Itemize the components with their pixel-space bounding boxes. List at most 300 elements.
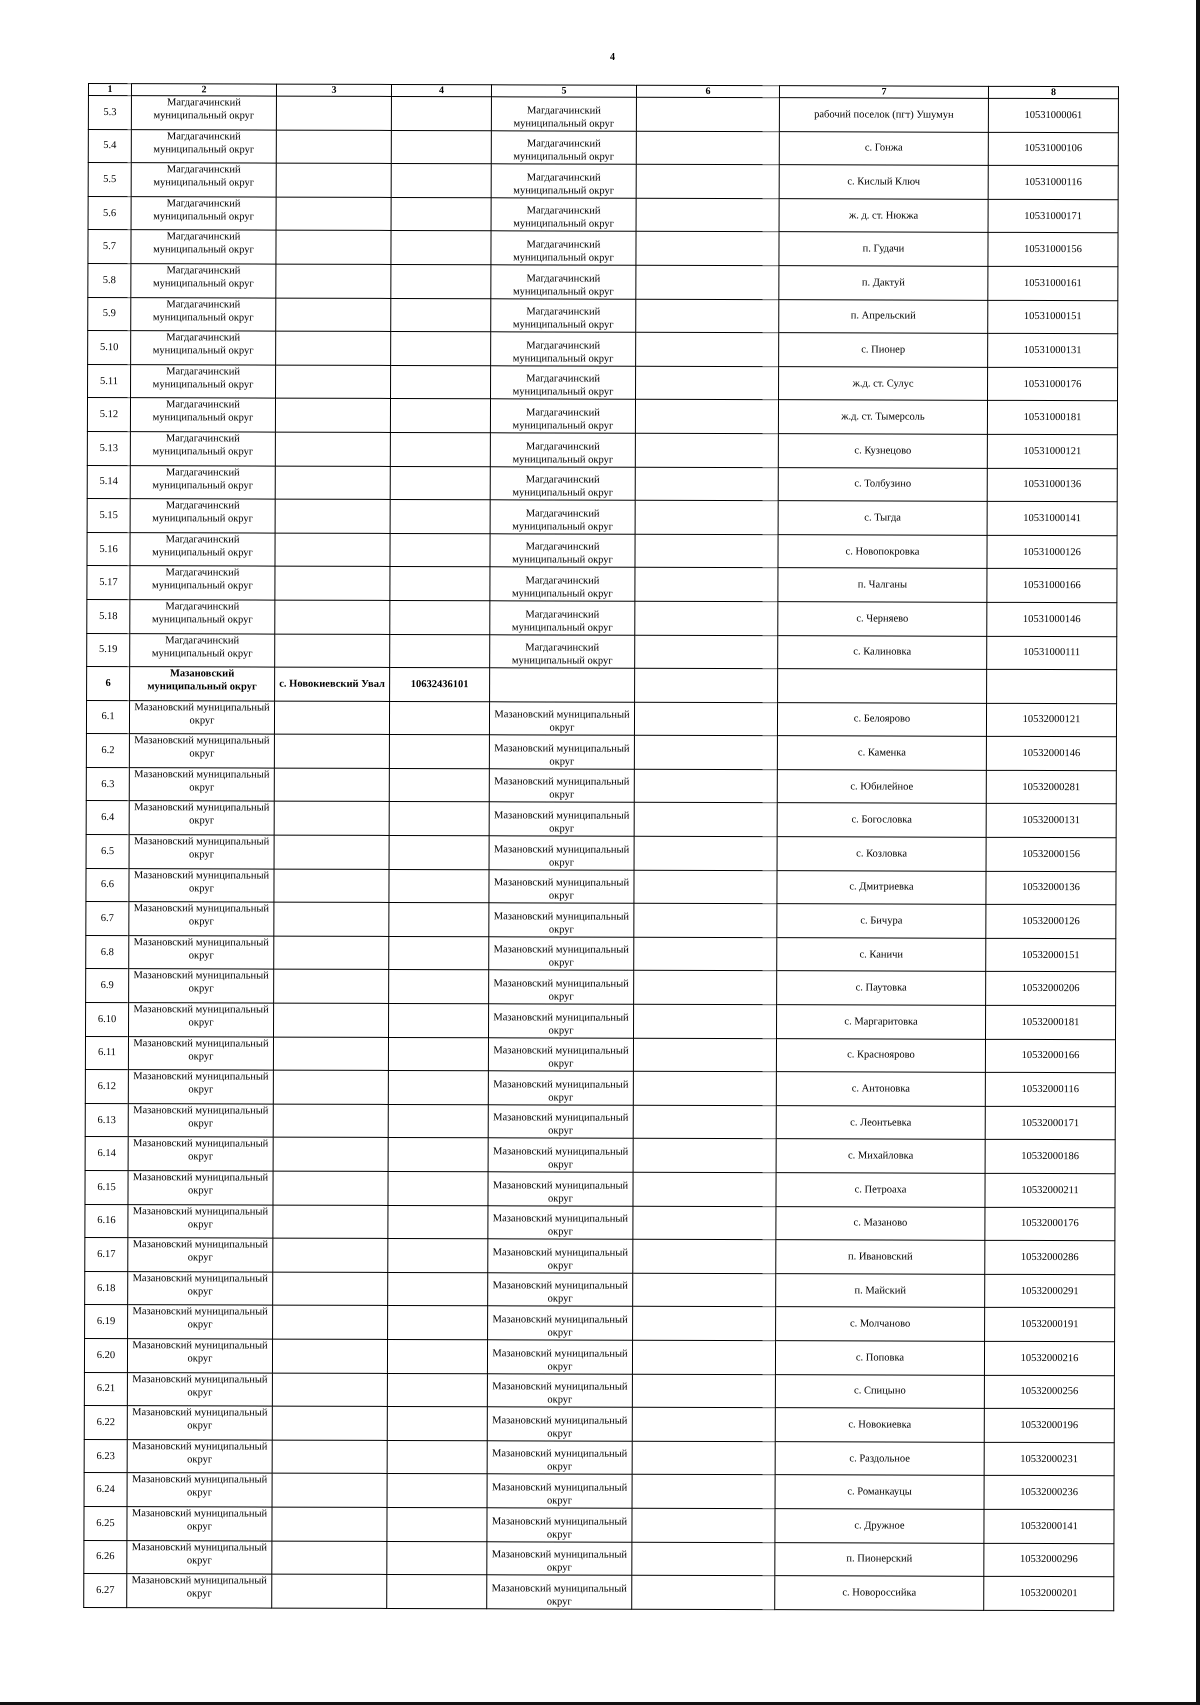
settlement-district: Магдагачинский муниципальный округ xyxy=(490,601,635,635)
municipal-district: Мазановский муниципальный округ xyxy=(128,1171,273,1205)
table-row xyxy=(85,1170,1115,1207)
header-col-8: 8 xyxy=(988,86,1118,98)
admin-center xyxy=(274,869,389,903)
table-row xyxy=(85,1271,1115,1308)
admin-center-code: 10632436101 xyxy=(390,668,490,702)
header-col-2: 2 xyxy=(131,84,276,96)
settlement-district: Мазановский муниципальный округ xyxy=(489,869,634,903)
settlement-code: 10531000181 xyxy=(987,401,1117,435)
settlement-name: с. Поповка xyxy=(775,1341,984,1375)
municipal-district: Мазановский муниципальный округ xyxy=(129,768,274,802)
settlements-table xyxy=(83,83,1119,1611)
col-6-cell xyxy=(634,937,777,971)
scan-edge-right xyxy=(1196,0,1200,1705)
row-number: 6.9 xyxy=(86,969,129,1003)
row-number: 6.24 xyxy=(84,1473,127,1507)
settlement-name: п. Чалганы xyxy=(778,568,987,602)
row-number: 6.23 xyxy=(84,1439,127,1473)
settlement-code xyxy=(987,669,1117,703)
admin-center xyxy=(273,1070,388,1104)
col-6-cell xyxy=(633,1172,776,1206)
col-6-cell xyxy=(634,1004,777,1038)
col-6-cell xyxy=(632,1475,775,1509)
settlement-name: с. Кислый Ключ xyxy=(779,165,988,199)
municipal-district: Мазановский муниципальный округ xyxy=(127,1339,272,1373)
settlement-district: Мазановский муниципальный округ xyxy=(487,1541,632,1575)
settlement-code: 10531000131 xyxy=(988,333,1118,367)
row-number: 6.11 xyxy=(85,1036,128,1070)
table-row xyxy=(85,1103,1115,1140)
col-6-cell xyxy=(632,1575,775,1609)
row-number: 6.17 xyxy=(85,1238,128,1272)
settlement-code: 10532000296 xyxy=(984,1543,1114,1577)
settlement-code: 10531000141 xyxy=(987,501,1117,535)
settlement-district: Мазановский муниципальный округ xyxy=(488,1306,633,1340)
settlement-code: 10532000151 xyxy=(986,938,1116,972)
admin-center xyxy=(274,701,389,735)
row-number: 5.10 xyxy=(88,331,131,365)
row-number: 5.4 xyxy=(88,129,131,163)
settlement-name: с. Маргаритовка xyxy=(777,1005,986,1039)
settlement-code: 10532000181 xyxy=(986,1005,1116,1039)
header-col-1: 1 xyxy=(88,84,131,96)
admin-center: с. Новокиевский Увал xyxy=(275,667,390,701)
row-number: 6.12 xyxy=(85,1070,128,1104)
admin-center xyxy=(273,1238,388,1272)
admin-center-code xyxy=(387,1474,487,1508)
admin-center xyxy=(276,96,391,130)
settlement-name: с. Красноярово xyxy=(776,1038,985,1072)
admin-center-code xyxy=(387,1440,487,1474)
table-row xyxy=(88,364,1118,401)
municipal-district: Мазановский муниципальный округ xyxy=(127,1372,272,1406)
admin-center xyxy=(272,1541,387,1575)
municipal-district: Мазановский муниципальный округ xyxy=(129,902,274,936)
admin-center xyxy=(273,1171,388,1205)
settlement-district: Мазановский муниципальный округ xyxy=(488,1205,633,1239)
admin-center-code xyxy=(387,1373,487,1407)
settlement-name: с. Козловка xyxy=(777,837,986,871)
table-row xyxy=(87,532,1117,569)
settlement-district: Магдагачинский муниципальный округ xyxy=(491,164,636,198)
admin-center-code xyxy=(389,869,489,903)
settlement-name: ж.д. ст. Тымерсоль xyxy=(778,400,987,434)
admin-center xyxy=(275,432,390,466)
settlement-name: с. Раздольное xyxy=(775,1441,984,1475)
settlement-name: с. Молчаново xyxy=(776,1307,985,1341)
admin-center-code xyxy=(390,399,490,433)
row-number: 5.18 xyxy=(87,599,130,633)
table-row xyxy=(86,835,1116,872)
settlement-code: 10532000141 xyxy=(984,1509,1114,1543)
col-6-cell xyxy=(634,702,777,736)
row-number: 6.22 xyxy=(84,1406,127,1440)
row-number: 6.27 xyxy=(84,1574,127,1608)
col-6-cell xyxy=(634,971,777,1005)
municipal-district: Магдагачинский муниципальный округ xyxy=(130,532,275,566)
settlement-code: 10532000216 xyxy=(984,1341,1114,1375)
municipal-district: Магдагачинский муниципальный округ xyxy=(130,600,275,634)
municipal-district: Мазановский муниципальный округ xyxy=(127,1473,272,1507)
row-number: 5.6 xyxy=(88,196,131,230)
municipal-district: Магдагачинский муниципальный округ xyxy=(131,129,276,163)
admin-center-code xyxy=(389,701,489,735)
settlement-name: с. Новокиевка xyxy=(775,1408,984,1442)
table-row xyxy=(87,599,1117,636)
settlement-code: 10531000126 xyxy=(987,535,1117,569)
admin-center xyxy=(275,533,390,567)
settlement-name: с. Паутовка xyxy=(777,971,986,1005)
settlement-district xyxy=(490,668,635,702)
settlement-district: Магдагачинский муниципальный округ xyxy=(491,231,636,265)
admin-center xyxy=(274,768,389,802)
settlement-district: Мазановский муниципальный округ xyxy=(487,1508,632,1542)
municipal-district: Мазановский муниципальный округ xyxy=(129,1003,274,1037)
settlement-name: с. Новороссийка xyxy=(775,1576,984,1610)
admin-center xyxy=(275,398,390,432)
municipal-district: Мазановский муниципальный округ xyxy=(128,1204,273,1238)
table-row xyxy=(87,431,1117,468)
settlement-district: Магдагачинский муниципальный округ xyxy=(490,466,635,500)
col-6-cell xyxy=(634,736,777,770)
settlement-district: Магдагачинский муниципальный округ xyxy=(491,298,636,332)
settlement-district: Мазановский муниципальный округ xyxy=(489,1004,634,1038)
admin-center xyxy=(274,835,389,869)
settlement-district: Мазановский муниципальный округ xyxy=(488,1037,633,1071)
col-6-cell xyxy=(636,265,779,299)
table-row xyxy=(88,196,1118,233)
table-row xyxy=(88,263,1118,300)
settlement-name: п. Гудачи xyxy=(779,232,988,266)
settlement-code: 10532000186 xyxy=(985,1140,1115,1174)
admin-center-code xyxy=(390,600,490,634)
admin-center-code xyxy=(388,1138,488,1172)
header-col-3: 3 xyxy=(276,84,391,96)
row-number: 6.4 xyxy=(86,801,129,835)
admin-center-code xyxy=(387,1407,487,1441)
admin-center xyxy=(276,331,391,365)
settlement-district: Магдагачинский муниципальный округ xyxy=(490,567,635,601)
municipal-district: Магдагачинский муниципальный округ xyxy=(130,465,275,499)
admin-center-code xyxy=(391,197,491,231)
col-6-cell xyxy=(632,1542,775,1576)
municipal-district: Мазановский муниципальный округ xyxy=(129,969,274,1003)
settlement-district: Магдагачинский муниципальный округ xyxy=(491,198,636,232)
admin-center-code xyxy=(389,903,489,937)
table-row xyxy=(87,499,1117,536)
table-row xyxy=(86,700,1116,737)
settlement-name: с. Михайловка xyxy=(776,1139,985,1173)
settlement-code: 10532000211 xyxy=(985,1173,1115,1207)
settlement-code: 10531000136 xyxy=(987,468,1117,502)
row-number: 6.3 xyxy=(86,767,129,801)
settlement-district: Магдагачинский муниципальный округ xyxy=(491,97,636,131)
col-6-cell xyxy=(636,232,779,266)
settlement-name: п. Майский xyxy=(776,1273,985,1307)
admin-center xyxy=(272,1507,387,1541)
municipal-district: Мазановский муниципальный округ xyxy=(128,1070,273,1104)
settlement-district: Мазановский муниципальный округ xyxy=(489,701,634,735)
row-number: 6.18 xyxy=(85,1271,128,1305)
municipal-district: Магдагачинский муниципальный округ xyxy=(130,398,275,432)
col-6-cell xyxy=(634,836,777,870)
col-6-cell xyxy=(635,433,778,467)
settlement-district: Мазановский муниципальный округ xyxy=(488,1172,633,1206)
settlement-district: Магдагачинский муниципальный округ xyxy=(490,634,635,668)
admin-center-code xyxy=(389,970,489,1004)
admin-center-code xyxy=(387,1507,487,1541)
col-6-cell xyxy=(634,903,777,937)
municipal-district: Магдагачинский муниципальный округ xyxy=(131,297,276,331)
settlement-name: с. Каменка xyxy=(777,736,986,770)
settlement-code: 10532000166 xyxy=(985,1039,1115,1073)
table-row xyxy=(85,1238,1115,1275)
municipal-district: Магдагачинский муниципальный округ xyxy=(131,196,276,230)
admin-center xyxy=(273,1137,388,1171)
col-6-cell xyxy=(633,1239,776,1273)
settlement-district: Мазановский муниципальный округ xyxy=(488,1273,633,1307)
table-row xyxy=(84,1574,1114,1611)
municipal-district: Магдагачинский муниципальный округ xyxy=(131,364,276,398)
col-6-cell xyxy=(636,198,779,232)
col-6-cell xyxy=(632,1407,775,1441)
municipal-district: Мазановский муниципальный округ xyxy=(129,801,274,835)
admin-center xyxy=(275,466,390,500)
settlement-code: 10532000131 xyxy=(986,804,1116,838)
table-row xyxy=(88,129,1118,166)
admin-center-code xyxy=(388,1272,488,1306)
settlement-code: 10532000231 xyxy=(984,1442,1114,1476)
row-number: 5.16 xyxy=(87,532,130,566)
col-6-cell xyxy=(633,1273,776,1307)
row-number: 5.3 xyxy=(88,96,131,130)
admin-center-code xyxy=(387,1339,487,1373)
row-number: 5.7 xyxy=(88,230,131,264)
table-row xyxy=(87,633,1117,670)
settlement-name: ж. д. ст. Нюкжа xyxy=(779,198,988,232)
admin-center-code xyxy=(391,130,491,164)
col-6-cell xyxy=(636,332,779,366)
municipal-district: Мазановский муниципальный округ xyxy=(129,868,274,902)
row-number: 5.12 xyxy=(87,398,130,432)
col-6-cell xyxy=(635,668,778,702)
settlement-code: 10532000196 xyxy=(984,1408,1114,1442)
admin-center xyxy=(276,197,391,231)
municipal-district: Мазановский муниципальный округ xyxy=(129,700,274,734)
row-number: 6.13 xyxy=(85,1103,128,1137)
col-6-cell xyxy=(632,1340,775,1374)
municipal-district: Мазановский муниципальный округ xyxy=(128,1036,273,1070)
admin-center-code xyxy=(391,96,491,130)
col-6-cell xyxy=(633,1307,776,1341)
municipal-district: Мазановский муниципальный округ xyxy=(129,935,274,969)
settlement-district: Мазановский муниципальный округ xyxy=(489,769,634,803)
settlement-district: Магдагачинский муниципальный округ xyxy=(490,433,635,467)
col-6-cell xyxy=(632,1508,775,1542)
row-number: 5.5 xyxy=(88,163,131,197)
settlement-district: Мазановский муниципальный округ xyxy=(487,1340,632,1374)
col-6-cell xyxy=(636,131,779,165)
row-number: 6.20 xyxy=(84,1338,127,1372)
settlement-code: 10532000206 xyxy=(986,972,1116,1006)
settlement-code: 10532000146 xyxy=(986,737,1116,771)
settlement-name: с. Толбузино xyxy=(778,467,987,501)
col-6-cell xyxy=(633,1071,776,1105)
admin-center xyxy=(274,902,389,936)
settlement-name xyxy=(778,669,987,703)
row-number: 5.14 xyxy=(87,465,130,499)
settlement-name: с. Юбилейное xyxy=(777,770,986,804)
settlement-name: с. Мазаново xyxy=(776,1206,985,1240)
row-number: 6.5 xyxy=(86,835,129,869)
settlement-code: 10531000156 xyxy=(988,233,1118,267)
row-number: 6.19 xyxy=(85,1305,128,1339)
settlement-district: Мазановский муниципальный округ xyxy=(488,1239,633,1273)
admin-center-code xyxy=(387,1541,487,1575)
settlement-district: Мазановский муниципальный округ xyxy=(489,836,634,870)
table-row xyxy=(88,96,1118,133)
admin-center-code xyxy=(391,332,491,366)
row-number: 6.8 xyxy=(86,935,129,969)
admin-center-code xyxy=(389,735,489,769)
municipal-district: Магдагачинский муниципальный округ xyxy=(131,264,276,298)
settlement-name: с. Кузнецово xyxy=(778,434,987,468)
admin-center xyxy=(274,802,389,836)
table-row xyxy=(85,1305,1115,1342)
col-6-cell xyxy=(636,299,779,333)
table-row xyxy=(88,331,1118,368)
row-number: 5.17 xyxy=(87,566,130,600)
table-row xyxy=(84,1473,1114,1510)
admin-center xyxy=(274,734,389,768)
col-6-cell xyxy=(634,769,777,803)
municipal-district: Мазановский муниципальный округ xyxy=(128,1271,273,1305)
admin-center xyxy=(272,1473,387,1507)
settlement-name: с. Пионер xyxy=(779,333,988,367)
settlement-code: 10531000106 xyxy=(988,132,1118,166)
admin-center-code xyxy=(389,836,489,870)
settlement-name: с. Дружное xyxy=(775,1509,984,1543)
admin-center xyxy=(273,1272,388,1306)
settlement-name: п. Ивановский xyxy=(776,1240,985,1274)
settlement-code: 10532000256 xyxy=(984,1375,1114,1409)
settlement-name: с. Бичура xyxy=(777,904,986,938)
admin-center xyxy=(276,365,391,399)
settlement-district: Магдагачинский муниципальный округ xyxy=(490,500,635,534)
admin-center xyxy=(276,130,391,164)
municipal-district: Магдагачинский муниципальный округ xyxy=(131,331,276,365)
table-row xyxy=(84,1439,1114,1476)
admin-center xyxy=(276,230,391,264)
table-row xyxy=(86,902,1116,939)
header-col-7: 7 xyxy=(779,86,988,99)
admin-center-code xyxy=(390,466,490,500)
municipal-district: Магдагачинский муниципальный округ xyxy=(130,499,275,533)
admin-center-code xyxy=(389,936,489,970)
table-row xyxy=(87,667,1117,704)
municipal-district: Мазановский муниципальный округ xyxy=(129,734,274,768)
row-number: 6 xyxy=(87,667,130,701)
col-6-cell xyxy=(633,1206,776,1240)
settlement-code: 10531000061 xyxy=(988,98,1118,132)
settlement-name: с. Романкауцы xyxy=(775,1475,984,1509)
admin-center xyxy=(273,1305,388,1339)
table-row xyxy=(87,465,1117,502)
table-row xyxy=(84,1540,1114,1577)
settlement-name: с. Петроаха xyxy=(776,1173,985,1207)
table-row xyxy=(85,1204,1115,1241)
admin-center-code xyxy=(388,1037,488,1071)
settlement-code: 10532000121 xyxy=(986,703,1116,737)
settlement-district: Мазановский муниципальный округ xyxy=(489,802,634,836)
settlement-district: Мазановский муниципальный округ xyxy=(487,1441,632,1475)
settlement-district: Мазановский муниципальный округ xyxy=(487,1575,632,1609)
settlement-district: Мазановский муниципальный округ xyxy=(489,970,634,1004)
table-row xyxy=(84,1506,1114,1543)
admin-center-code xyxy=(390,533,490,567)
admin-center xyxy=(272,1406,387,1440)
settlement-code: 10532000191 xyxy=(985,1308,1115,1342)
admin-center xyxy=(276,264,391,298)
col-6-cell xyxy=(633,1038,776,1072)
municipal-district: Магдагачинский муниципальный округ xyxy=(131,163,276,197)
settlement-district: Мазановский муниципальный округ xyxy=(489,903,634,937)
settlement-code: 10532000156 xyxy=(986,837,1116,871)
col-6-cell xyxy=(634,870,777,904)
settlement-district: Мазановский муниципальный округ xyxy=(488,1071,633,1105)
municipal-district: Мазановский муниципальный округ xyxy=(130,667,275,701)
settlement-name: п. Апрельский xyxy=(779,299,988,333)
settlement-name: п. Пионерский xyxy=(775,1542,984,1576)
admin-center-code xyxy=(390,634,490,668)
admin-center xyxy=(272,1574,387,1608)
admin-center-code xyxy=(391,231,491,265)
settlement-code: 10532000126 xyxy=(986,905,1116,939)
table-row xyxy=(84,1406,1114,1443)
settlement-code: 10531000176 xyxy=(988,367,1118,401)
row-number: 6.25 xyxy=(84,1506,127,1540)
admin-center-code xyxy=(388,1239,488,1273)
settlement-code: 10532000236 xyxy=(984,1476,1114,1510)
row-number: 6.7 xyxy=(86,902,129,936)
col-6-cell xyxy=(633,1105,776,1139)
table-body xyxy=(84,96,1119,1611)
settlement-district: Мазановский муниципальный округ xyxy=(489,735,634,769)
row-number: 6.1 xyxy=(86,700,129,734)
settlement-district: Магдагачинский муниципальный округ xyxy=(491,332,636,366)
col-6-cell xyxy=(635,500,778,534)
admin-center-code xyxy=(391,298,491,332)
col-6-cell xyxy=(635,467,778,501)
admin-center-code xyxy=(391,264,491,298)
admin-center-code xyxy=(391,365,491,399)
municipal-district: Мазановский муниципальный округ xyxy=(127,1406,272,1440)
municipal-district: Мазановский муниципальный округ xyxy=(127,1507,272,1541)
table-row xyxy=(84,1372,1114,1409)
settlement-name: с. Дмитриевка xyxy=(777,870,986,904)
admin-center-code xyxy=(388,1205,488,1239)
settlement-district: Мазановский муниципальный округ xyxy=(487,1373,632,1407)
admin-center-code xyxy=(388,1171,488,1205)
admin-center xyxy=(272,1373,387,1407)
settlement-district: Магдагачинский муниципальный округ xyxy=(491,366,636,400)
settlement-name: с. Тыгда xyxy=(778,501,987,535)
settlement-name: с. Богословка xyxy=(777,803,986,837)
municipal-district: Магдагачинский муниципальный округ xyxy=(130,432,275,466)
admin-center-code xyxy=(389,802,489,836)
settlement-code: 10532000136 xyxy=(986,871,1116,905)
col-6-cell xyxy=(636,366,779,400)
